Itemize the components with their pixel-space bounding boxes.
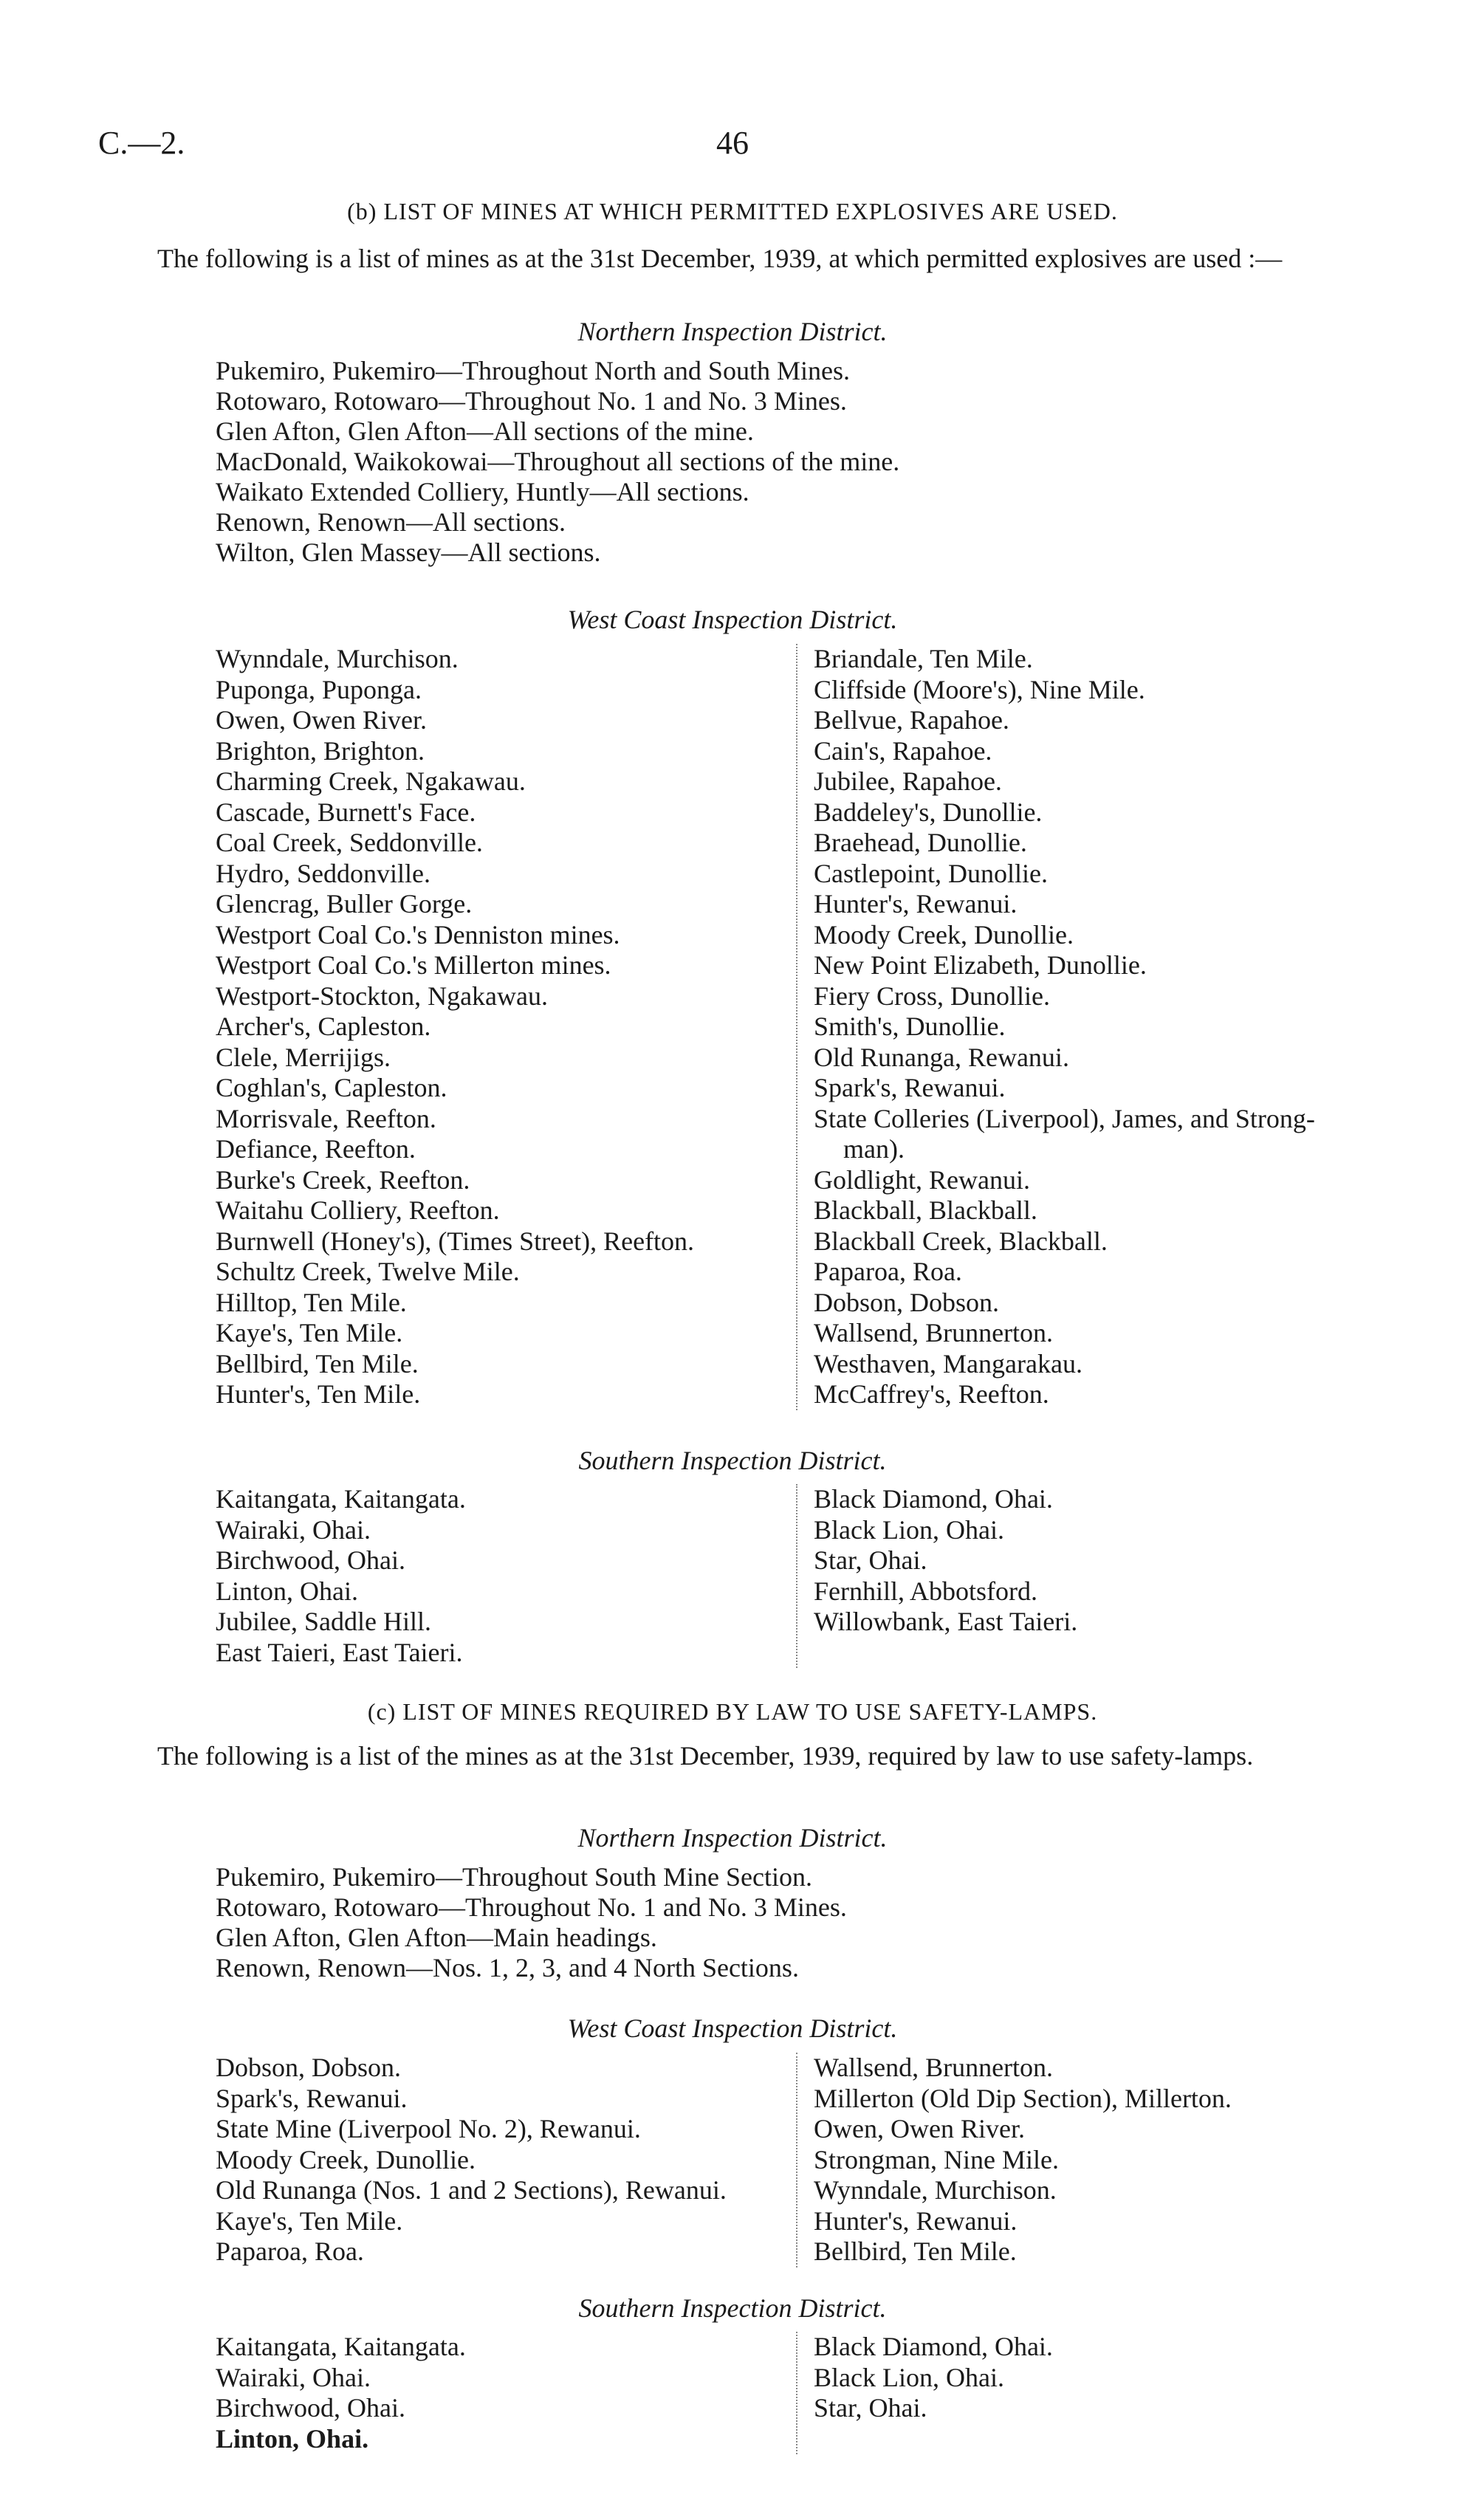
document-code: C.—2. — [98, 125, 185, 161]
list-item: Black Diamond, Ohai. — [814, 1484, 1053, 1514]
list-item: Wynndale, Murchison. — [216, 644, 459, 673]
c-southern-left-column — [216, 2332, 777, 2454]
c-westcoast-right-column — [796, 2053, 1419, 2267]
list-item: Pukemiro, Pukemiro—Throughout North and South Mines. — [216, 356, 850, 385]
c-southern-right-column — [796, 2332, 1419, 2454]
list-item: Fiery Cross, Dunollie. — [814, 981, 1050, 1011]
list-item: Wynndale, Murchison. — [814, 2175, 1057, 2205]
list-item: Archer's, Capleston. — [216, 1012, 431, 1041]
list-item: Glen Afton, Glen Afton—All sections of the mine. — [216, 416, 754, 446]
list-item: Star, Ohai. — [814, 2393, 927, 2423]
list-item: Cascade, Burnett's Face. — [216, 797, 476, 827]
list-item: Dobson, Dobson. — [814, 1287, 1000, 1317]
list-item: Clele, Merrijigs. — [216, 1042, 391, 1072]
list-item: Hilltop, Ten Mile. — [216, 1287, 407, 1317]
list-item: Moody Creek, Dunollie. — [814, 919, 1074, 950]
list-item: Old Runanga, Rewanui. — [814, 1042, 1069, 1072]
list-item: Paparoa, Roa. — [814, 1257, 962, 1286]
list-item: Millerton (Old Dip Section), Millerton. — [814, 2083, 1232, 2113]
list-item: Coal Creek, Seddonville. — [216, 828, 483, 857]
list-item: Blackball, Blackball. — [814, 1195, 1037, 1225]
list-item: Birchwood, Ohai. — [216, 2393, 405, 2423]
list-item: Spark's, Rewanui. — [216, 2083, 408, 2113]
c-northern-heading: Northern Inspection District. — [577, 1823, 888, 1853]
list-item: Morrisvale, Reefton. — [216, 1103, 436, 1133]
list-item: Kaye's, Ten Mile. — [216, 2205, 403, 2236]
list-item: Strongman, Nine Mile. — [814, 2144, 1059, 2174]
list-item: Westport Coal Co.'s Denniston mines. — [216, 919, 620, 950]
list-item: New Point Elizabeth, Dunollie. — [814, 950, 1147, 980]
b-southern-left-column — [216, 1484, 777, 1668]
list-item: Dobson, Dobson. — [216, 2053, 402, 2082]
list-item: Owen, Owen River. — [216, 705, 427, 735]
list-item: Fernhill, Abbotsford. — [814, 1576, 1037, 1606]
b-northern-heading: Northern Inspection District. — [577, 317, 888, 346]
list-item: Puponga, Puponga. — [216, 674, 422, 704]
list-item: Westhaven, Mangarakau. — [814, 1348, 1083, 1379]
list-item: Hunter's, Ten Mile. — [216, 1379, 421, 1409]
list-item: Spark's, Rewanui. — [814, 1073, 1006, 1102]
list-item: Westport Coal Co.'s Millerton mines. — [216, 950, 611, 980]
list-item: Glencrag, Buller Gorge. — [216, 889, 473, 919]
list-item: Waikato Extended Colliery, Huntly—All sections. — [216, 477, 749, 507]
list-item: Goldlight, Rewanui. — [814, 1164, 1030, 1195]
b-northern-list — [216, 356, 899, 568]
list-item: Pukemiro, Pukemiro—Throughout South Mine Section. — [216, 1862, 812, 1892]
list-item: Birchwood, Ohai. — [216, 1545, 405, 1575]
list-item: Hunter's, Rewanui. — [814, 889, 1018, 919]
list-item: Star, Ohai. — [814, 1545, 927, 1575]
c-westcoast-left-column — [216, 2053, 777, 2267]
list-item: Jubilee, Rapahoe. — [814, 766, 1002, 796]
section-b-title: (b) LIST OF MINES AT WHICH PERMITTED EXPLOSIVES ARE USED. — [347, 198, 1118, 224]
list-item: Rotowaro, Rotowaro—Throughout No. 1 and No. 3 Mines. — [216, 386, 847, 416]
list-item: State Mine (Liverpool No. 2), Rewanui. — [216, 2114, 641, 2143]
list-item: Brighton, Brighton. — [216, 735, 425, 766]
list-item: Smith's, Dunollie. — [814, 1012, 1006, 1041]
list-item: Wallsend, Brunnerton. — [814, 2053, 1054, 2082]
c-northern-list — [216, 1862, 847, 1983]
list-item: Renown, Renown—All sections. — [216, 507, 566, 537]
list-item: Defiance, Reefton. — [216, 1134, 416, 1164]
list-item: Blackball Creek, Blackball. — [814, 1226, 1108, 1256]
list-item: Black Lion, Ohai. — [814, 2362, 1004, 2392]
b-southern-right-column — [796, 1484, 1419, 1668]
list-item: Bellvue, Rapahoe. — [814, 705, 1009, 735]
b-southern-heading: Southern Inspection District. — [578, 1446, 887, 1475]
list-item: Schultz Creek, Twelve Mile. — [216, 1257, 520, 1286]
list-item: Westport-Stockton, Ngakawau. — [216, 981, 548, 1011]
list-item: State Colleries (Liverpool), James, and Strong- — [814, 1103, 1315, 1133]
page-number: 46 — [716, 125, 749, 161]
list-item: Burke's Creek, Reefton. — [216, 1164, 470, 1195]
list-item: McCaffrey's, Reefton. — [814, 1379, 1049, 1409]
list-item: Baddeley's, Dunollie. — [814, 797, 1043, 827]
list-item: Hunter's, Rewanui. — [814, 2205, 1018, 2236]
list-item: Wairaki, Ohai. — [216, 1514, 371, 1545]
b-westcoast-left-column — [216, 644, 777, 1410]
list-item-continuation: man). — [843, 1134, 905, 1164]
list-item: Cain's, Rapahoe. — [814, 735, 992, 766]
list-item: Rotowaro, Rotowaro—Throughout No. 1 and No. 3 Mines. — [216, 1892, 847, 1922]
list-item: Bellbird, Ten Mile. — [216, 1348, 419, 1379]
section-c-title: (c) LIST OF MINES REQUIRED BY LAW TO USE SAFETY-LAMPS. — [367, 1698, 1098, 1725]
section-c-intro-text: The following is a list of the mines as at the 31st December, 1939, required by law to use safety-lamps. — [157, 1741, 1254, 1771]
list-item: Kaye's, Ten Mile. — [216, 1318, 403, 1347]
list-item: Bellbird, Ten Mile. — [814, 2236, 1017, 2266]
list-item: Charming Creek, Ngakawau. — [216, 766, 526, 796]
section-b-intro — [98, 240, 1390, 277]
list-item: MacDonald, Waikokowai—Throughout all sections of the mine. — [216, 447, 900, 476]
list-item: East Taieri, East Taieri. — [216, 1637, 463, 1667]
list-item: Braehead, Dunollie. — [814, 828, 1027, 857]
list-item: Renown, Renown—Nos. 1, 2, 3, and 4 North Sections. — [216, 1953, 799, 1982]
list-item: Castlepoint, Dunollie. — [814, 858, 1048, 888]
list-item: Wairaki, Ohai. — [216, 2362, 371, 2392]
list-item: Kaitangata, Kaitangata. — [216, 1484, 466, 1514]
list-item: Waitahu Colliery, Reefton. — [216, 1195, 500, 1225]
list-item: Jubilee, Saddle Hill. — [216, 1607, 431, 1636]
list-item: Glen Afton, Glen Afton—Main headings. — [216, 1923, 657, 1952]
list-item: Black Diamond, Ohai. — [814, 2332, 1053, 2361]
list-item: Old Runanga (Nos. 1 and 2 Sections), Rewanui. — [216, 2175, 727, 2205]
list-item: Linton, Ohai. — [216, 2423, 369, 2454]
c-westcoast-heading: West Coast Inspection District. — [567, 2013, 898, 2043]
list-item: Burnwell (Honey's), (Times Street), Reefton. — [216, 1226, 695, 1256]
list-item: Kaitangata, Kaitangata. — [216, 2332, 466, 2361]
c-southern-heading: Southern Inspection District. — [578, 2293, 887, 2323]
list-item: Owen, Owen River. — [814, 2114, 1025, 2143]
b-westcoast-heading: West Coast Inspection District. — [567, 605, 898, 634]
list-item: Linton, Ohai. — [216, 1576, 358, 1606]
list-item: Cliffside (Moore's), Nine Mile. — [814, 674, 1145, 704]
list-item: Wallsend, Brunnerton. — [814, 1318, 1054, 1347]
list-item: Briandale, Ten Mile. — [814, 644, 1033, 673]
list-item: Paparoa, Roa. — [216, 2236, 364, 2266]
list-item: Black Lion, Ohai. — [814, 1514, 1004, 1545]
list-item: Hydro, Seddonville. — [216, 858, 430, 888]
list-item: Willowbank, East Taieri. — [814, 1607, 1078, 1636]
b-westcoast-right-column — [796, 644, 1419, 1410]
list-item: Wilton, Glen Massey—All sections. — [216, 538, 601, 567]
list-item: Coghlan's, Capleston. — [216, 1073, 447, 1102]
list-item: Moody Creek, Dunollie. — [216, 2144, 476, 2174]
section-c-intro — [98, 1737, 1390, 1774]
section-b-intro-text: The following is a list of mines as at the 31st December, 1939, at which permitted explosives are used :— — [157, 244, 1283, 273]
